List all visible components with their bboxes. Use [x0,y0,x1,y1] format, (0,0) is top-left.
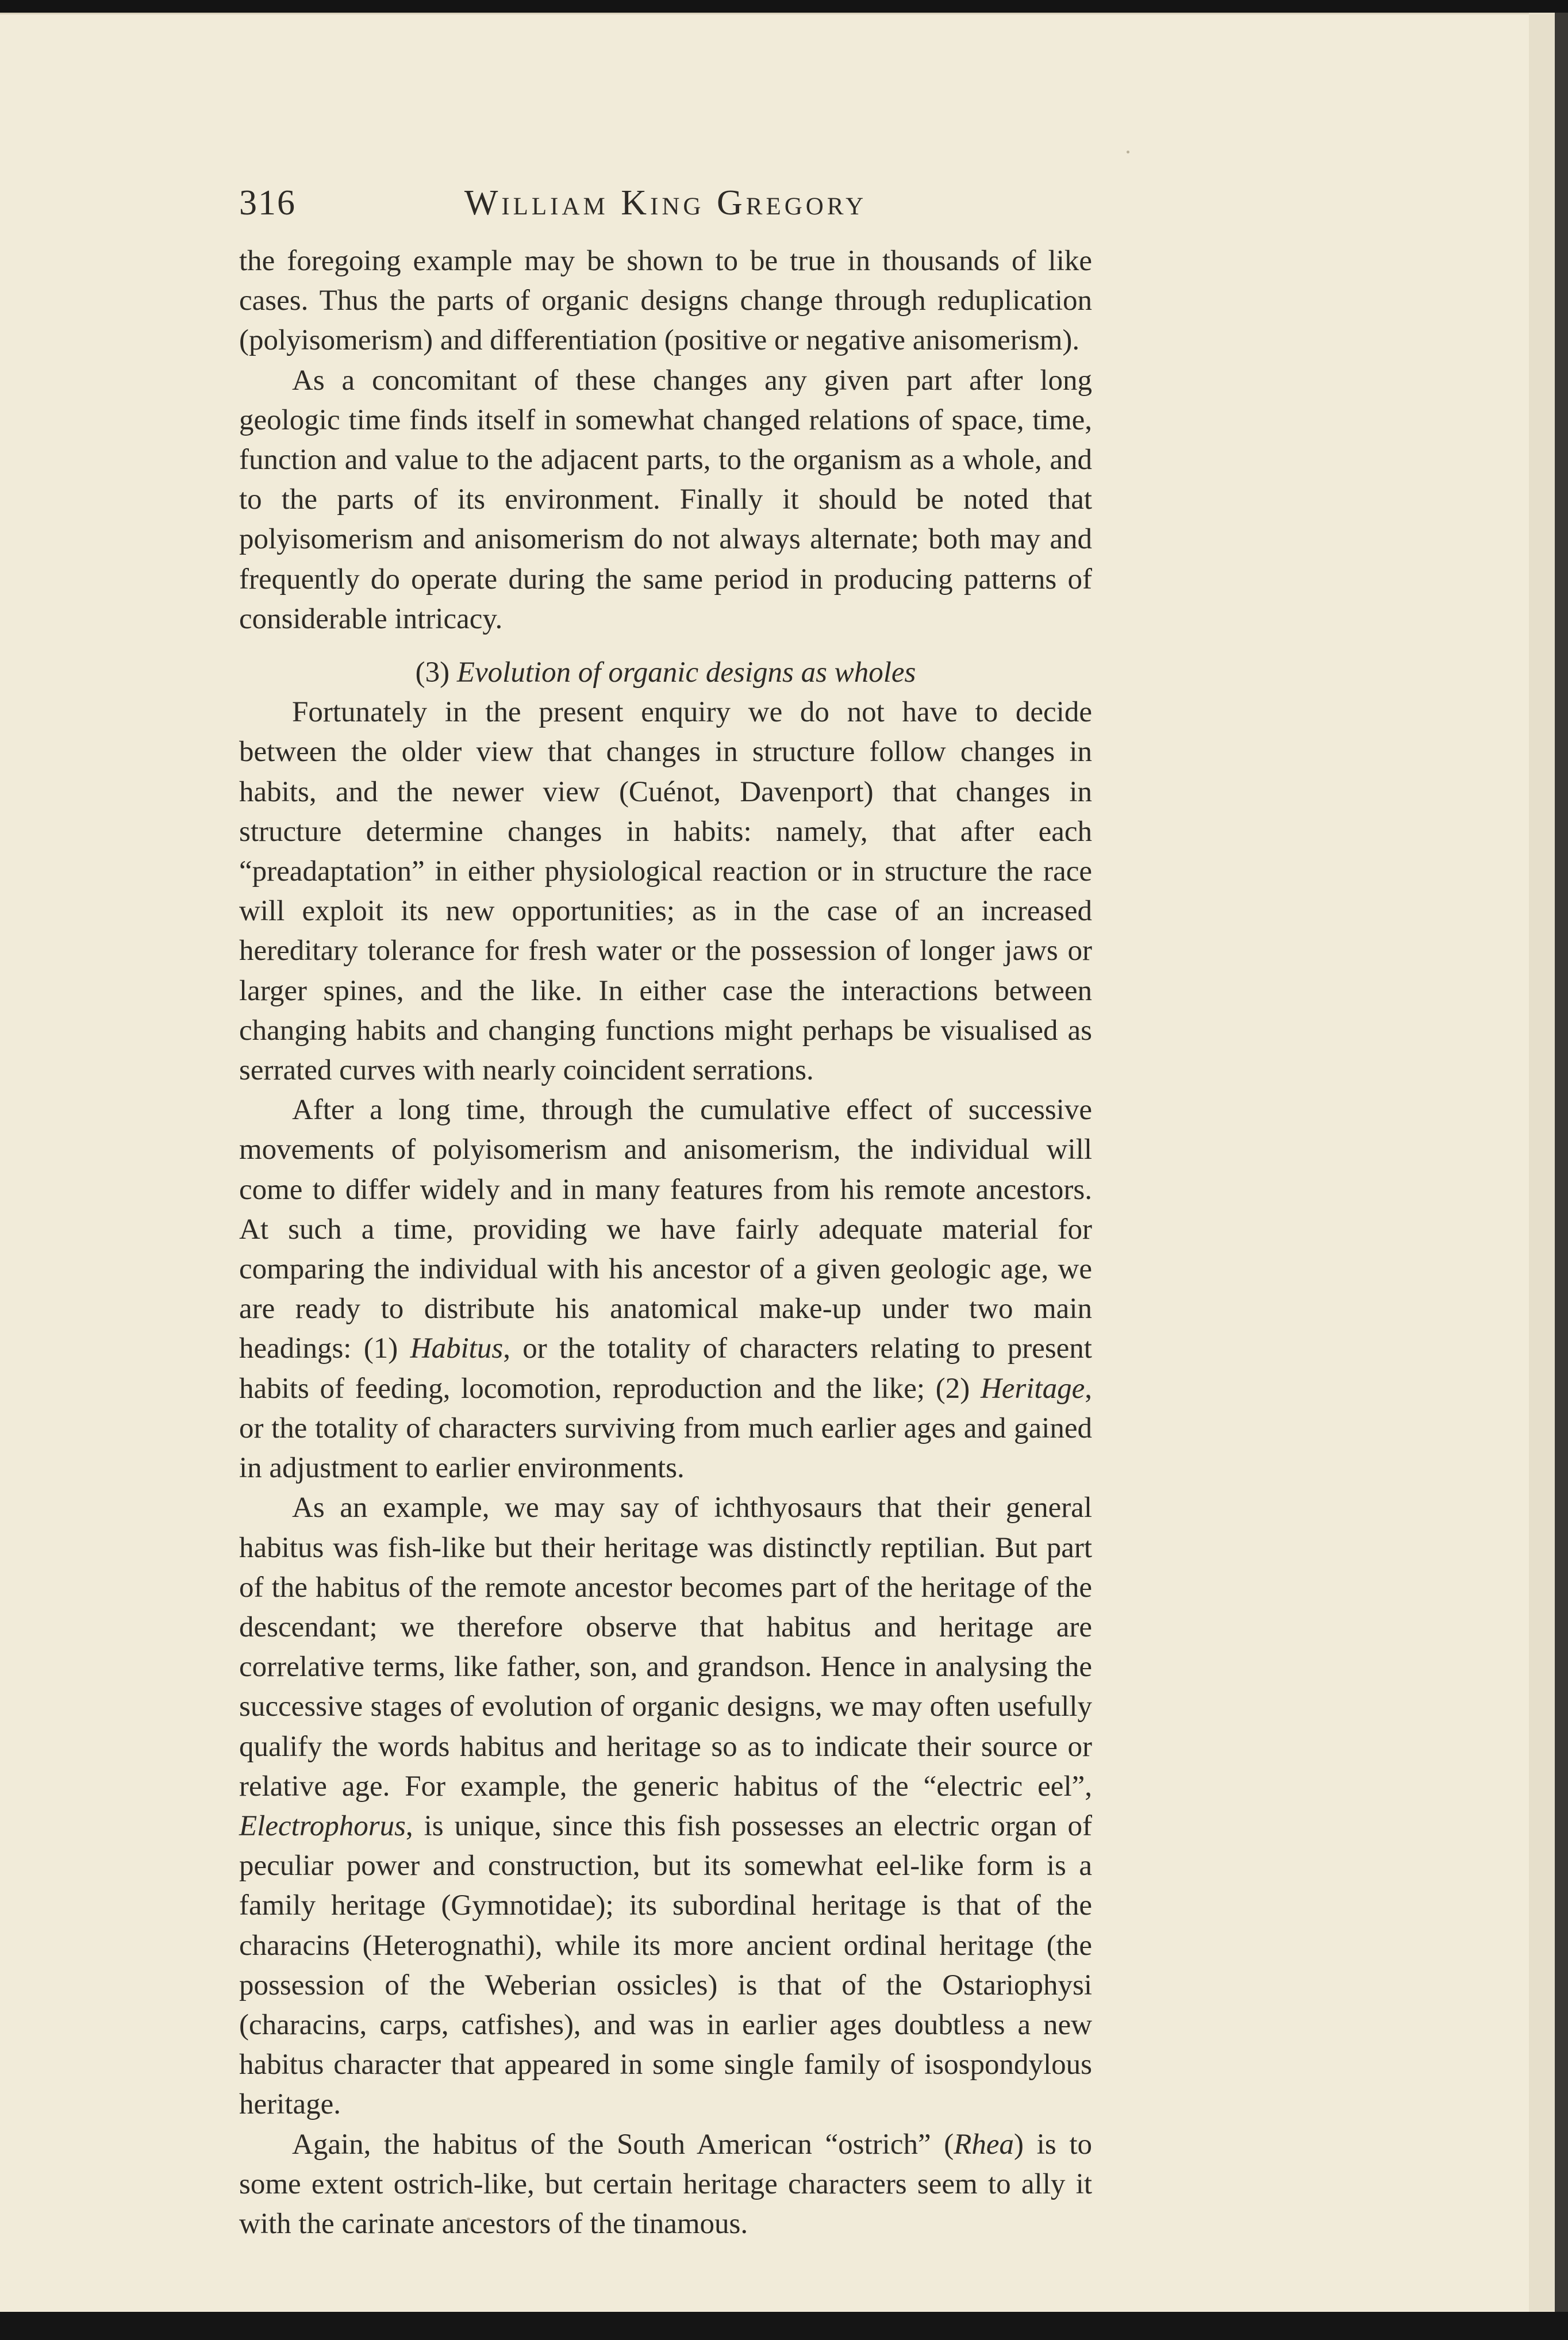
paragraph-text: ) is to some extent ostrich-like, but certain heritage characters seem to ally it with the carinate ancestors of the tinamous. [239,2128,1092,2240]
section-heading [239,653,1092,693]
page-number: 316 [239,183,296,222]
running-head: William King Gregory [464,183,867,222]
paragraph-text: , or the totality of characters relating to present habits of feeding, locomotion, reproduction and the like; (2) [239,1332,1092,1405]
section-title: Evolution of organic designs as wholes [456,656,916,689]
scan-top-border [0,0,1568,13]
scan-bottom-border [0,2312,1568,2340]
paragraph: Fortunately in the present enquiry we do not have to decide between the older view that changes in structure follow changes in habits, and the newer view (Cuénot, Davenport) that changes in structure determine changes in habits: namely, that after each “preadaptation” in either physiological reaction or in structure the race will exploit its new opportunities; as in the case of an increased hereditary tolerance for fresh water or the possession of longer jaws or larger spines, and the like. In either case the interactions between changing habits and changing functions might perhaps be visualised as serrated curves with nearly coincident serrations. [239,696,1092,1087]
taxon-name: Electrophorus [239,1809,406,1842]
term-heritage: Heritage [980,1372,1085,1405]
paragraph-text: Again, the habitus of the South American “ostrich” ( [292,2128,954,2161]
paragraph-text: , is unique, since this fish possesses an electric organ of peculiar power and construction, but its somewhat eel-like form is a family heritage (Gymnotidae); its subordinal heritage is that of the characins (Heterognathi), while its more ancient ordinal heritage (the possession of the Weberian ossicles) is that of the Ostariophysi (characins, carps, catfishes), and was in earlier ages doubtless a new habitus character that appeared in some single family of isospondylous heritage. [239,1809,1092,2121]
page-header [239,183,1092,235]
paragraph [239,2125,1092,2245]
paragraph-text: As an example, we may say of ichthyosaurs that their general habitus was fish-like but their heritage was distinctly reptilian. But part of the habitus of the remote ancestor becomes part of the heritage of the descendant; we therefore observe that habitus and heritage are correlative terms, like father, son, and grandson. Hence in analysing the successive stages of evolution of organic designs, we may often usefully qualify the words habitus and heritage so as to indicate their source or relative age. For example, the generic habitus of the “electric eel”, [239,1492,1092,1803]
paragraph-text: After a long time, through the cumulative effect of successive movements of polyisomerism and anisomerism, the individual will come to differ widely and in many features from his remote ancestors. At such a time, providing we have fairly adequate material for comparing the individual with his ancestor of a given geologic age, we are ready to distribute his anatomical make-up under two main headings: (1) [239,1094,1092,1365]
term-habitus: Habitus [410,1332,504,1365]
paragraph [239,1090,1092,1488]
paragraph-text: , or the totality of characters surviving from much earlier ages and gained in adjustment to earlier environments. [239,1372,1092,1485]
scan-right-border [1555,13,1568,2340]
paper-speck [1127,151,1129,153]
paragraph [239,1488,1092,2124]
page-body [239,241,1092,2244]
paragraph: the foregoing example may be shown to be true in thousands of like cases. Thus the parts of organic designs change through reduplication (polyisomerism) and differentiation (positive or negative anisomerism). [239,245,1092,357]
taxon-name: Rhea [954,2128,1014,2161]
section-number: (3) [415,656,450,689]
paper-top-edge [0,13,1559,14]
paragraph: As a concomitant of these changes any given part after long geologic time finds itself in somewhat changed relations of space, time, function and value to the adjacent parts, to the organism as a whole, and to the parts of its environment. Finally it should be noted that polyisomerism and anisomerism do not always alternate; both may and frequently do operate during the same period in producing patterns of considerable intricacy. [239,364,1092,635]
